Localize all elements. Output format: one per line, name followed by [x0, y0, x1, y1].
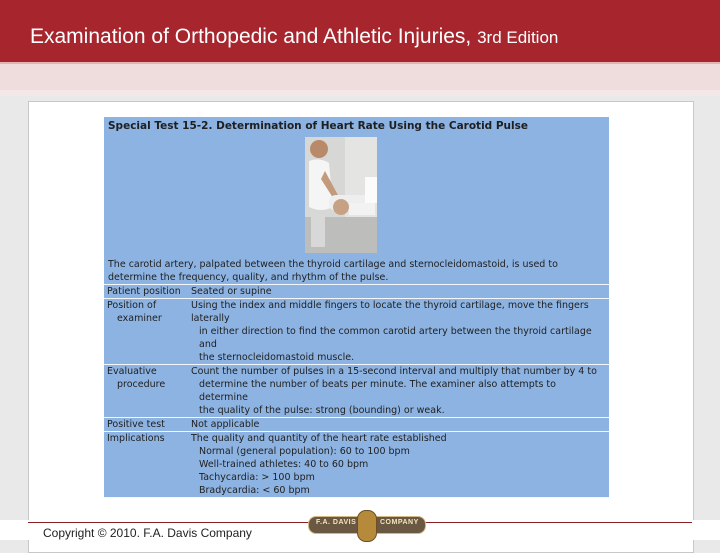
row-value: Using the index and middle fingers to locate the thyroid cartilage, move the fingers laterally — [191, 300, 589, 324]
table-row — [104, 417, 609, 431]
card-intro: The carotid artery, palpated between the thyroid cartilage and sternocleidomastoid, is used to determine the frequency, quality, and rhythm of the pulse. — [108, 259, 558, 283]
row-value: the quality of the pulse: strong (bounding) or weak. — [199, 405, 445, 416]
table-row — [104, 497, 609, 498]
row-label: examiner — [117, 313, 162, 324]
logo-left-text: F.A. DAVIS — [316, 519, 357, 526]
row-label: Evaluative — [107, 366, 157, 377]
slide-title-main: Examination of Orthopedic and Athletic Injuries, — [30, 25, 472, 48]
test-table — [104, 284, 609, 498]
table-row — [104, 364, 609, 417]
copyright-text: Copyright © 2010. F.A. Davis Company — [43, 526, 252, 540]
row-label: Positive test — [107, 419, 165, 430]
card-title: Special Test 15-2. Determination of Heart Rate Using the Carotid Pulse — [108, 120, 528, 132]
row-value: The quality and quantity of the heart rate established — [191, 433, 447, 444]
slide-title-edition: 3rd Edition — [477, 28, 559, 47]
table-row — [104, 298, 609, 364]
row-value: Bradycardia: < 60 bpm — [199, 485, 310, 496]
header-stripe — [0, 90, 720, 96]
row-value: Well-trained athletes: 40 to 60 bpm — [199, 459, 369, 470]
row-value: determine the number of beats per minute. The examiner also attempts to determine — [199, 379, 556, 403]
row-label: procedure — [117, 379, 166, 390]
row-value: Not applicable — [191, 419, 260, 430]
row-value: Tachycardia: > 100 bpm — [199, 472, 315, 483]
table-row — [104, 431, 609, 497]
row-value: Seated or supine — [191, 286, 272, 297]
header-band — [0, 64, 720, 90]
table-row — [104, 284, 609, 298]
logo-right-text: COMPANY — [380, 519, 419, 526]
row-label: Position of — [107, 300, 157, 311]
seal-icon — [357, 510, 377, 542]
publisher-logo — [308, 510, 424, 540]
row-value: Normal (general population): 60 to 100 bpm — [199, 446, 410, 457]
row-label: Patient position — [107, 286, 181, 297]
slide-header-bar — [0, 0, 720, 64]
slide-title — [30, 25, 558, 49]
row-value: the sternocleidomastoid muscle. — [199, 352, 355, 363]
row-value: in either direction to find the common carotid artery between the thyroid cartilage and — [199, 326, 592, 350]
examiner-photo — [305, 137, 377, 253]
special-test-card — [104, 117, 609, 498]
row-value: Count the number of pulses in a 15-second interval and multiply that number by 4 to — [191, 366, 597, 377]
row-label: Implications — [107, 433, 165, 444]
